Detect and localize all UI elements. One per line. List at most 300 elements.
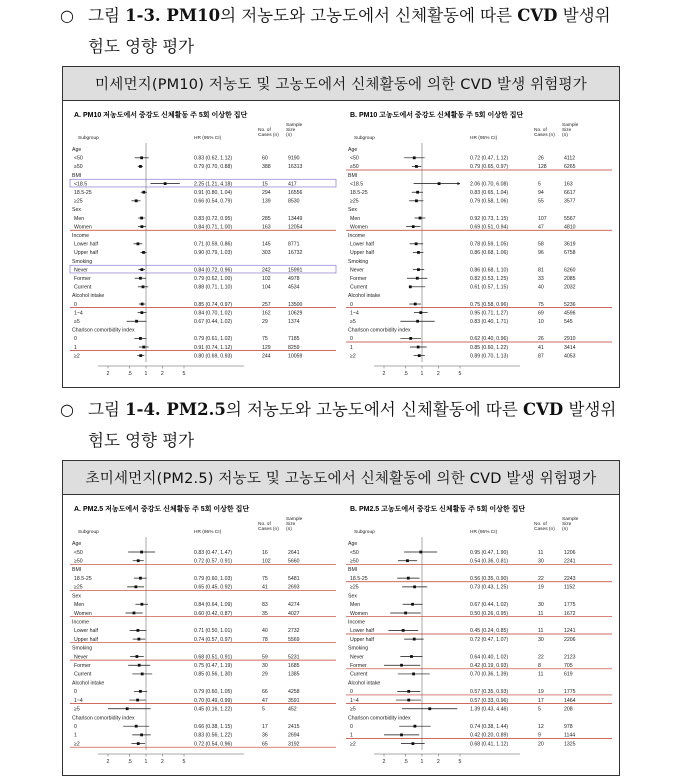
subgroup-label: 18.5-25 bbox=[74, 190, 92, 197]
hr-point bbox=[400, 664, 403, 667]
hr-point bbox=[415, 242, 418, 245]
size-value: 16732 bbox=[288, 250, 303, 257]
hr-point bbox=[141, 673, 144, 676]
section1-heading-line2: 험도 영향 평가 bbox=[88, 37, 195, 56]
size-value: 619 bbox=[564, 671, 573, 678]
subgroup-label: Men bbox=[350, 215, 361, 222]
cases-value: 83 bbox=[262, 602, 268, 609]
hr-ci-value: 0.91 (0.80, 1.04) bbox=[194, 190, 233, 197]
subgroup-label: <50 bbox=[74, 549, 83, 556]
hr-ci-value: 0.85 (0.60, 1.22) bbox=[470, 344, 509, 351]
size-value: 6617 bbox=[564, 190, 576, 197]
hr-ci-value: 0.83 (0.72, 0.95) bbox=[194, 215, 233, 222]
hr-point bbox=[139, 165, 142, 168]
size-value: 15991 bbox=[288, 267, 303, 274]
hr-point bbox=[135, 655, 138, 658]
cases-value: 22 bbox=[538, 575, 544, 582]
x-tick-label: 2 bbox=[160, 759, 164, 765]
size-value: 417 bbox=[288, 181, 297, 188]
hr-ci-value: 0.79 (0.58, 1.06) bbox=[470, 198, 509, 205]
col-header-hr: HR (95% CI) bbox=[194, 136, 222, 141]
cases-value: 47 bbox=[262, 697, 268, 704]
subgroup-label: Lower half bbox=[350, 241, 374, 248]
subgroup-header: BMI bbox=[72, 172, 82, 179]
cases-value: 5 bbox=[262, 706, 265, 713]
cases-value: 75 bbox=[262, 336, 268, 343]
x-tick-label: 2 bbox=[436, 759, 440, 765]
size-value: 4274 bbox=[288, 602, 300, 609]
subgroup-label: 0 bbox=[74, 301, 77, 308]
subgroup-label: 1~4 bbox=[74, 310, 83, 317]
hr-point bbox=[438, 182, 441, 185]
cases-value: 20 bbox=[538, 741, 544, 748]
size-value: 2693 bbox=[288, 584, 300, 591]
cases-value: 102 bbox=[262, 558, 271, 565]
subgroup-label: ≥50 bbox=[350, 164, 359, 171]
subgroup-header: Smoking bbox=[72, 258, 93, 265]
cases-value: 129 bbox=[262, 344, 271, 351]
hr-ci-value: 0.61 (0.57, 1.15) bbox=[470, 284, 509, 291]
cases-value: 94 bbox=[538, 190, 544, 197]
hr-point bbox=[140, 733, 143, 736]
size-value: 13449 bbox=[288, 215, 303, 222]
size-value: 2641 bbox=[288, 549, 300, 556]
cases-value: 128 bbox=[538, 164, 547, 171]
hr-point bbox=[135, 199, 138, 202]
hr-point bbox=[417, 251, 420, 254]
hr-point bbox=[126, 707, 129, 710]
col-header-cases-line2: Cases (n) bbox=[534, 133, 555, 138]
hr-ci-value: 0.83 (0.56, 1.22) bbox=[194, 732, 233, 739]
subgroup-header: Charlson comorbidity index bbox=[348, 715, 411, 722]
col-header-size-line3: (n) bbox=[286, 133, 292, 138]
hr-point bbox=[416, 191, 419, 194]
subgroup-label: 0 bbox=[74, 723, 77, 730]
hr-point bbox=[140, 311, 143, 314]
hr-ci-value: 0.92 (0.73, 1.15) bbox=[470, 215, 509, 222]
chart-title: B. PM2.5 고농도에서 중강도 신체활동 주 5회 이상한 집단 bbox=[350, 506, 526, 513]
cases-value: 19 bbox=[538, 584, 544, 591]
cases-value: 40 bbox=[262, 628, 268, 635]
col-header-cases: No. of bbox=[258, 522, 271, 527]
cases-value: 40 bbox=[538, 284, 544, 291]
hr-ci-value: 0.72 (0.57, 0.91) bbox=[194, 558, 233, 565]
subgroup-label: ≥25 bbox=[74, 584, 83, 591]
col-header-size-line2: Size bbox=[286, 522, 296, 527]
hr-ci-value: 0.57 (0.35, 0.93) bbox=[470, 689, 509, 696]
size-value: 8530 bbox=[288, 198, 300, 205]
hr-point bbox=[400, 733, 403, 736]
col-header-size-line2: Size bbox=[562, 128, 572, 133]
cases-value: 55 bbox=[538, 198, 544, 205]
hr-ci-value: 0.91 (0.74, 1.12) bbox=[194, 344, 233, 351]
cases-value: 41 bbox=[538, 344, 544, 351]
cases-value: 12 bbox=[538, 723, 544, 730]
hr-point bbox=[414, 303, 417, 306]
col-header-size-line2: Size bbox=[562, 522, 572, 527]
hr-point bbox=[140, 603, 143, 606]
size-value: 3619 bbox=[564, 241, 576, 248]
size-value: 8259 bbox=[288, 344, 300, 351]
subgroup-label: Current bbox=[74, 284, 92, 291]
x-tick-label: 1 bbox=[144, 371, 148, 377]
x-tick-label: 5 bbox=[182, 371, 186, 377]
subgroup-label: <50 bbox=[350, 155, 359, 162]
cases-value: 11 bbox=[538, 610, 544, 617]
subgroup-label: 1 bbox=[350, 344, 353, 351]
section1-heading bbox=[62, 0, 662, 62]
hr-point bbox=[409, 337, 412, 340]
size-value: 16556 bbox=[288, 190, 303, 197]
hr-point bbox=[136, 699, 139, 702]
hr-point bbox=[412, 673, 415, 676]
subgroup-header: Sex bbox=[72, 593, 81, 600]
hr-ci-value: 0.86 (0.68, 1.06) bbox=[470, 250, 509, 257]
hr-point bbox=[137, 629, 140, 632]
cases-value: 58 bbox=[538, 241, 544, 248]
subgroup-label: 1~4 bbox=[74, 697, 83, 704]
hr-point bbox=[402, 629, 405, 632]
cases-value: 9 bbox=[538, 732, 541, 739]
subgroup-header: Sex bbox=[348, 593, 357, 600]
hr-ci-value: 0.79 (0.62, 1.00) bbox=[194, 276, 233, 283]
size-value: 705 bbox=[564, 663, 573, 670]
subgroup-header: Age bbox=[72, 147, 82, 154]
hr-point bbox=[413, 638, 416, 641]
size-value: 2694 bbox=[288, 732, 300, 739]
hr-ci-value: 0.60 (0.42, 0.87) bbox=[194, 610, 233, 617]
hr-point bbox=[140, 225, 143, 228]
size-value: 2241 bbox=[564, 558, 576, 565]
cases-value: 8 bbox=[538, 663, 541, 670]
subgroup-label: ≥5 bbox=[350, 319, 356, 326]
cases-value: 17 bbox=[538, 697, 544, 704]
hr-point bbox=[410, 655, 413, 658]
cases-value: 16 bbox=[262, 549, 268, 556]
forest-panel-pm10-high bbox=[342, 105, 618, 384]
size-value: 1374 bbox=[288, 319, 300, 326]
cases-value: 75 bbox=[538, 301, 544, 308]
x-tick-label: .5 bbox=[127, 371, 132, 377]
hr-point bbox=[140, 551, 143, 554]
subgroup-label: 0 bbox=[74, 336, 77, 343]
hr-ci-value: 0.82 (0.53, 1.25) bbox=[470, 276, 509, 283]
size-value: 4053 bbox=[564, 353, 576, 360]
hr-ci-value: 0.70 (0.36, 1.39) bbox=[470, 671, 509, 678]
hr-point bbox=[412, 225, 415, 228]
size-value: 5567 bbox=[564, 215, 576, 222]
subgroup-label: Current bbox=[350, 284, 368, 291]
cases-value: 96 bbox=[538, 250, 544, 257]
col-header-subgroup: Subgroup bbox=[78, 136, 99, 141]
size-value: 8771 bbox=[288, 241, 300, 248]
subgroup-header: Charlson comorbidity index bbox=[348, 327, 411, 334]
cases-value: 59 bbox=[262, 654, 268, 661]
size-value: 5231 bbox=[288, 654, 300, 661]
cases-value: 66 bbox=[262, 689, 268, 696]
subgroup-label: ≥2 bbox=[350, 353, 356, 360]
hr-ci-value: 0.42 (0.20, 0.89) bbox=[470, 732, 509, 739]
size-value: 1152 bbox=[564, 584, 576, 591]
size-value: 208 bbox=[564, 706, 573, 713]
hr-ci-value: 0.95 (0.47, 1.90) bbox=[470, 549, 509, 556]
cases-value: 17 bbox=[262, 723, 268, 730]
col-header-cases: No. of bbox=[534, 128, 547, 133]
cases-value: 11 bbox=[538, 628, 544, 635]
subgroup-label: ≥5 bbox=[74, 319, 80, 326]
forest-panel-pm25-low bbox=[66, 499, 342, 772]
size-value: 3414 bbox=[564, 344, 576, 351]
bullet-icon: ○ bbox=[60, 400, 74, 419]
cases-value: 30 bbox=[538, 558, 544, 565]
col-header-size: Sample bbox=[562, 123, 579, 128]
col-header-hr: HR (95% CI) bbox=[470, 530, 498, 535]
bullet-icon: ○ bbox=[60, 6, 74, 25]
figure-number: 1-4. PM2.5 bbox=[125, 400, 226, 419]
cases-value: 145 bbox=[262, 241, 271, 248]
subgroup-label: 0 bbox=[350, 689, 353, 696]
col-header-cases: No. of bbox=[258, 128, 271, 133]
subgroup-label: Women bbox=[74, 224, 92, 231]
subgroup-label: Women bbox=[350, 610, 368, 617]
cases-value: 81 bbox=[538, 267, 544, 274]
hr-ci-value: 0.45 (0.24, 0.85) bbox=[470, 628, 509, 635]
size-value: 16313 bbox=[288, 164, 303, 171]
size-value: 4596 bbox=[564, 310, 576, 317]
size-value: 5660 bbox=[288, 558, 300, 565]
hr-ci-value: 0.88 (0.71, 1.10) bbox=[194, 284, 233, 291]
hr-ci-value: 0.84 (0.64, 1.09) bbox=[194, 602, 233, 609]
cases-value: 36 bbox=[262, 732, 268, 739]
subgroup-label: Women bbox=[74, 610, 92, 617]
figure-caption-cvd: CVD bbox=[523, 400, 564, 419]
figure-box-pm25 bbox=[62, 460, 620, 776]
hr-ci-value: 0.66 (0.38, 1.15) bbox=[194, 723, 233, 730]
figure-box-title: 미세먼지(PM10) 저농도 및 고농도에서 신체활동에 의한 CVD 발생 위험평가 bbox=[63, 67, 619, 101]
subgroup-label: Never bbox=[350, 267, 364, 274]
subgroup-label: 18.5-25 bbox=[350, 190, 368, 197]
hr-point bbox=[413, 725, 416, 728]
hr-point bbox=[139, 337, 142, 340]
section2-heading-line1 bbox=[62, 394, 662, 425]
hr-point bbox=[419, 217, 422, 220]
hr-point bbox=[140, 268, 143, 271]
cases-value: 65 bbox=[262, 741, 268, 748]
subgroup-label: 1 bbox=[74, 344, 77, 351]
subgroup-label: 1 bbox=[74, 732, 77, 739]
size-value: 6260 bbox=[564, 267, 576, 274]
size-value: 2032 bbox=[564, 284, 576, 291]
figure-number: 1-3. PM10 bbox=[125, 6, 221, 25]
cases-value: 30 bbox=[538, 602, 544, 609]
subgroup-label: Lower half bbox=[350, 628, 374, 635]
hr-point bbox=[137, 742, 140, 745]
chart-title: A. PM10 저농도에서 중강도 신체활동 주 5회 이상한 집단 bbox=[74, 112, 248, 119]
hr-ci-value: 0.56 (0.35, 0.90) bbox=[470, 575, 509, 582]
section2-heading bbox=[62, 394, 662, 456]
cases-value: 11 bbox=[538, 549, 544, 556]
col-header-size-line3: (n) bbox=[562, 133, 568, 138]
size-value: 3577 bbox=[564, 198, 576, 205]
size-value: 1241 bbox=[564, 628, 576, 635]
x-tick-label: 5 bbox=[458, 371, 462, 377]
subgroup-header: BMI bbox=[348, 567, 358, 574]
hr-ci-value: 0.84 (0.71, 1.00) bbox=[194, 224, 233, 231]
x-tick-label: 1 bbox=[420, 759, 424, 765]
forest-panel-pm25-high bbox=[342, 499, 618, 772]
subgroup-label: Former bbox=[74, 276, 91, 283]
subgroup-header: Age bbox=[72, 541, 82, 548]
hr-point bbox=[413, 156, 416, 159]
subgroup-header: Smoking bbox=[72, 645, 93, 652]
cases-value: 107 bbox=[538, 215, 547, 222]
hr-ci-value: 0.71 (0.50, 1.01) bbox=[194, 628, 233, 635]
hr-ci-value: 0.74 (0.38, 1.44) bbox=[470, 723, 509, 730]
subgroup-label: 0 bbox=[350, 301, 353, 308]
subgroup-label: 0 bbox=[74, 689, 77, 696]
subgroup-label: ≥25 bbox=[350, 198, 359, 205]
cases-value: 30 bbox=[538, 636, 544, 643]
subgroup-label: Former bbox=[350, 276, 367, 283]
size-value: 4258 bbox=[288, 689, 300, 696]
subgroup-label: ≥25 bbox=[350, 584, 359, 591]
hr-point bbox=[407, 690, 410, 693]
cases-value: 5 bbox=[538, 181, 541, 188]
size-value: 7185 bbox=[288, 336, 300, 343]
x-tick-label: 2 bbox=[382, 759, 386, 765]
subgroup-header: Alcohol intake bbox=[348, 680, 381, 687]
size-value: 1775 bbox=[564, 689, 576, 696]
hr-ci-value: 0.75 (0.47, 1.19) bbox=[194, 663, 233, 670]
figure-prefix: 그림 bbox=[88, 6, 126, 25]
col-header-cases-line2: Cases (n) bbox=[258, 133, 279, 138]
hr-ci-value: 2.25 (1.21, 4.18) bbox=[194, 181, 233, 188]
hr-ci-value: 0.72 (0.54, 0.96) bbox=[194, 741, 233, 748]
subgroup-header: Alcohol intake bbox=[348, 293, 381, 300]
subgroup-label: Men bbox=[74, 215, 85, 222]
size-value: 3192 bbox=[288, 741, 300, 748]
col-header-size-line2: Size bbox=[286, 128, 296, 133]
cases-value: 104 bbox=[262, 284, 271, 291]
hr-point bbox=[140, 217, 143, 220]
subgroup-label: ≥2 bbox=[350, 741, 356, 748]
x-tick-label: 1 bbox=[420, 371, 424, 377]
cases-value: 35 bbox=[262, 610, 268, 617]
hr-point bbox=[419, 551, 422, 554]
hr-ci-value: 1.39 (0.43, 4.46) bbox=[470, 706, 509, 713]
x-tick-label: .5 bbox=[403, 371, 408, 377]
subgroup-header: Age bbox=[348, 147, 358, 154]
subgroup-label: <50 bbox=[74, 155, 83, 162]
size-value: 6758 bbox=[564, 250, 576, 257]
cases-value: 303 bbox=[262, 250, 271, 257]
size-value: 1385 bbox=[288, 671, 300, 678]
forest-plot-pm25-high bbox=[342, 499, 618, 772]
hr-ci-value: 0.90 (0.79, 1.03) bbox=[194, 250, 233, 257]
subgroup-label: ≥5 bbox=[74, 706, 80, 713]
hr-ci-value: 0.79 (0.70, 0.88) bbox=[194, 164, 233, 171]
subgroup-header: Sex bbox=[348, 207, 357, 214]
size-value: 2910 bbox=[564, 336, 576, 343]
cases-value: 87 bbox=[538, 353, 544, 360]
forest-plot-pm10-high bbox=[342, 105, 618, 384]
size-value: 2243 bbox=[564, 575, 576, 582]
hr-point bbox=[417, 268, 420, 271]
figure-caption-end: 발생위 bbox=[557, 6, 611, 25]
hr-point bbox=[415, 165, 418, 168]
col-header-size: Sample bbox=[286, 123, 303, 128]
cases-value: 294 bbox=[262, 190, 271, 197]
hr-point bbox=[142, 191, 145, 194]
size-value: 3591 bbox=[288, 697, 300, 704]
subgroup-header: Sex bbox=[72, 207, 81, 214]
hr-point bbox=[137, 638, 140, 641]
subgroup-label: Former bbox=[74, 663, 91, 670]
hr-point bbox=[164, 182, 167, 185]
hr-ci-value: 0.86 (0.68, 1.10) bbox=[470, 267, 509, 274]
hr-point bbox=[139, 690, 142, 693]
hr-ci-value: 0.68 (0.51, 0.91) bbox=[194, 654, 233, 661]
size-value: 2415 bbox=[288, 723, 300, 730]
hr-ci-value: 0.72 (0.47, 1.07) bbox=[470, 636, 509, 643]
size-value: 1206 bbox=[564, 549, 576, 556]
size-value: 978 bbox=[564, 723, 573, 730]
forest-plot-pm10-low bbox=[66, 105, 342, 384]
hr-ci-value: 0.75 (0.58, 0.96) bbox=[470, 301, 509, 308]
cases-value: 78 bbox=[262, 636, 268, 643]
cases-value: 33 bbox=[538, 276, 544, 283]
hr-ci-value: 0.79 (0.61, 1.02) bbox=[194, 336, 233, 343]
hr-point bbox=[411, 742, 414, 745]
subgroup-label: Never bbox=[350, 654, 364, 661]
hr-ci-value: 0.65 (0.45, 0.92) bbox=[194, 584, 233, 591]
figure-caption-mid: 의 저농도와 고농도에서 신체활동에 따른 bbox=[220, 6, 518, 25]
hr-ci-value: 0.68 (0.41, 1.12) bbox=[470, 741, 509, 748]
hr-ci-value: 0.42 (0.19, 0.93) bbox=[470, 663, 509, 670]
cases-value: 10 bbox=[538, 319, 544, 326]
hr-ci-value: 0.57 (0.33, 0.96) bbox=[470, 697, 509, 704]
x-tick-label: 5 bbox=[458, 759, 462, 765]
hr-point bbox=[142, 285, 145, 288]
cases-value: 244 bbox=[262, 353, 271, 360]
size-value: 9190 bbox=[288, 155, 300, 162]
size-value: 1144 bbox=[564, 732, 576, 739]
hr-point bbox=[413, 585, 416, 588]
hr-ci-value: 0.45 (0.16, 1.22) bbox=[194, 706, 233, 713]
hr-ci-value: 0.70 (0.49, 0.99) bbox=[194, 697, 233, 704]
cases-value: 29 bbox=[262, 671, 268, 678]
subgroup-label: ≥50 bbox=[74, 558, 83, 565]
col-header-size-line3: (n) bbox=[562, 527, 568, 532]
hr-ci-value: 0.67 (0.44, 1.02) bbox=[194, 319, 233, 326]
hr-ci-value: 0.73 (0.43, 1.25) bbox=[470, 584, 509, 591]
cases-value: 15 bbox=[262, 181, 268, 188]
hr-point bbox=[139, 277, 142, 280]
subgroup-label: ≥50 bbox=[350, 558, 359, 565]
subgroup-label: <18.5 bbox=[350, 181, 364, 188]
size-value: 6265 bbox=[564, 164, 576, 171]
subgroup-header: BMI bbox=[72, 567, 82, 574]
size-value: 4534 bbox=[288, 284, 300, 291]
section2-heading-line2: 험도 영향 평가 bbox=[88, 431, 195, 450]
hr-point bbox=[404, 612, 407, 615]
subgroup-label: ≥2 bbox=[74, 353, 80, 360]
hr-point bbox=[428, 707, 431, 710]
figure-box-pm10 bbox=[62, 66, 620, 388]
hr-ci-value: 0.85 (0.56, 1.30) bbox=[194, 671, 233, 678]
size-value: 4810 bbox=[564, 224, 576, 231]
subgroup-label: 18.5-25 bbox=[74, 575, 92, 582]
